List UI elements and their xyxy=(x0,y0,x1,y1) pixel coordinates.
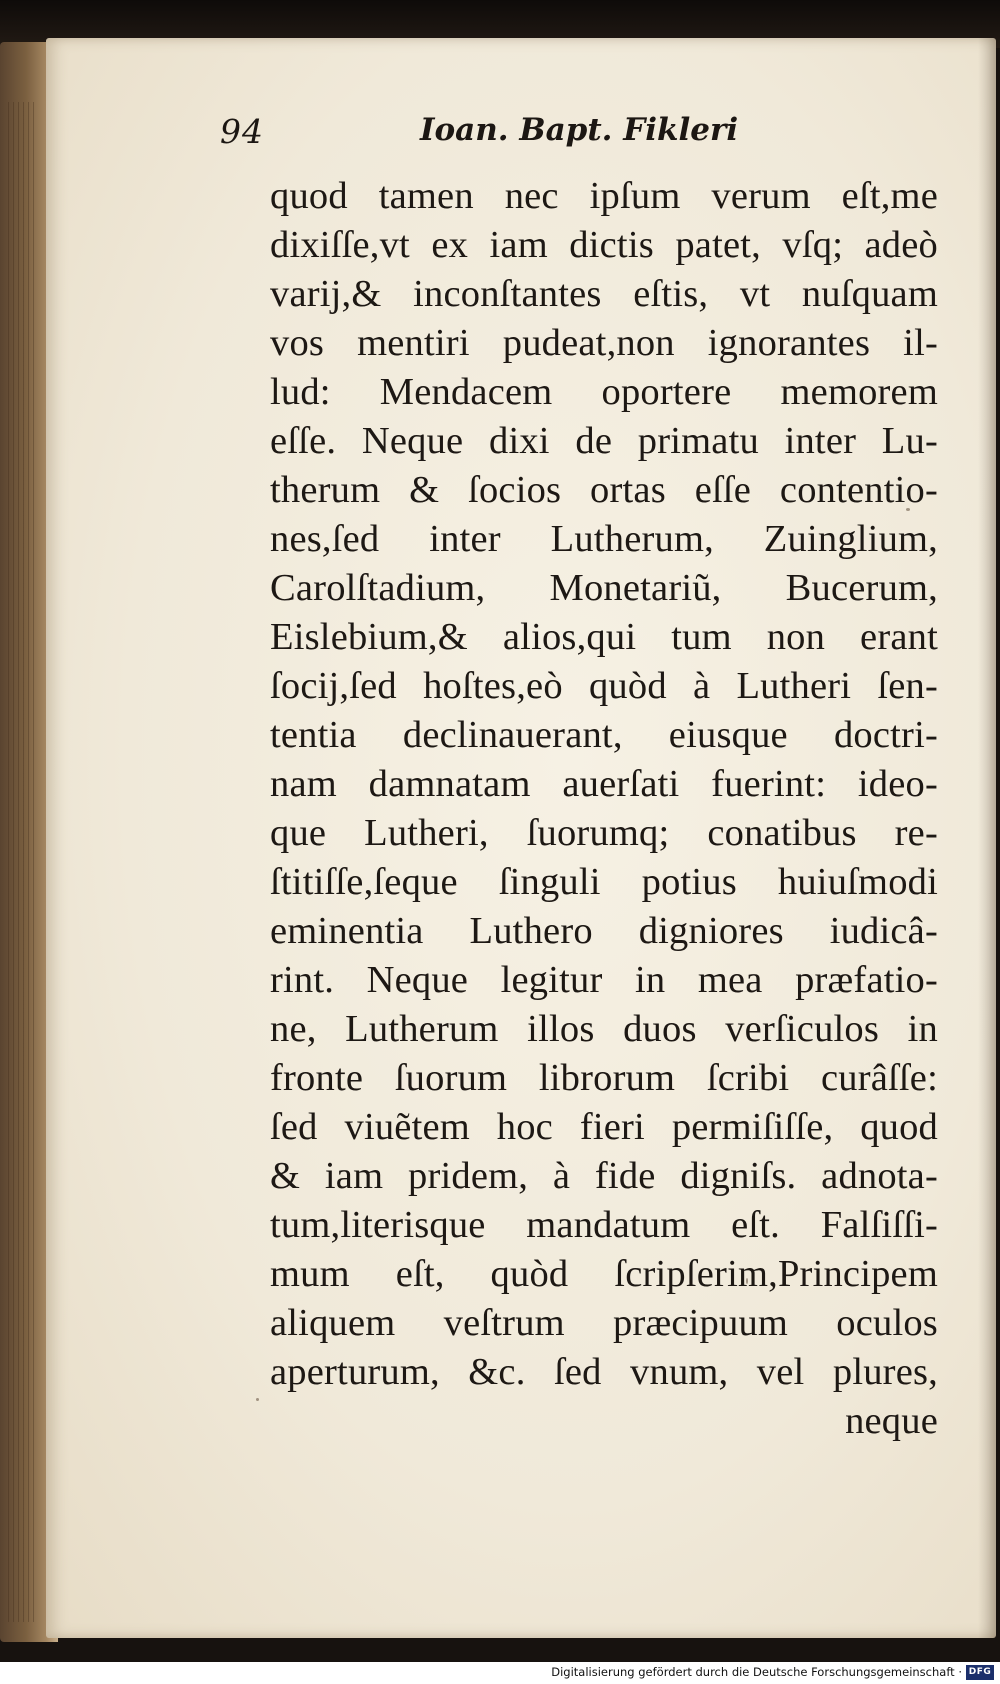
text-line: tum,literisque mandatum eſt. Falſiſſi- xyxy=(270,1204,938,1246)
text-line: & iam pridem, à fide digniſs. adnota- xyxy=(270,1155,938,1197)
text-line: fronte ſuorum librorum ſcribi curâſſe: xyxy=(270,1057,938,1099)
text-line: lud: Mendacem oportere memorem xyxy=(270,371,938,413)
text-line: nam damnatam auerſati fuerint: ideo- xyxy=(270,763,938,805)
running-title: Ioan. Bapt. Fikleri xyxy=(420,112,739,148)
text-line: ne, Lutherum illos duos verſiculos in xyxy=(270,1008,938,1050)
dfg-logo: DFG xyxy=(966,1665,994,1680)
running-head xyxy=(220,112,780,162)
gutter-shadow xyxy=(978,38,996,1638)
text-line: vos mentiri pudeat,non ignorantes il- xyxy=(270,322,938,364)
text-line: mum eſt, quòd ſcripſerim,Principem xyxy=(270,1253,938,1295)
text-line: tentia declinauerant, eiusque doctri- xyxy=(270,714,938,756)
text-line: que Lutheri, ſuorumq; conatibus re- xyxy=(270,812,938,854)
body-text xyxy=(270,172,938,1446)
text-line: ſtitiſſe,ſeque ſinguli potius huiuſmodi xyxy=(270,861,938,903)
catchword: neque xyxy=(845,1400,938,1442)
text-line: aperturum, &c. ſed vnum, vel plures, xyxy=(270,1351,938,1393)
text-line: dixiſſe,vt ex iam dictis patet, vſq; adeò xyxy=(270,224,938,266)
text-line: rint. Neque legitur in mea præfatio- xyxy=(270,959,938,1001)
text-line: ſocij,ſed hoſtes,eò quòd à Lutheri ſen- xyxy=(270,665,938,707)
text-line: quod tamen nec ipſum verum eſt,me xyxy=(270,175,938,217)
text-line: ſed viuẽtem hoc fieri permiſiſſe, quod xyxy=(270,1106,938,1148)
text-line: aliquem veſtrum præcipuum oculos xyxy=(270,1302,938,1344)
text-line: therum & ſocios ortas eſſe contentio- xyxy=(270,469,938,511)
funding-credit: Digitalisierung gefördert durch die Deutsche Forschungsgemeinschaft · xyxy=(551,1665,962,1679)
page-edges xyxy=(8,102,38,1622)
paper-speck xyxy=(256,1398,259,1401)
text-line: eminentia Luthero digniores iudicâ- xyxy=(270,910,938,952)
text-line: Carolſtadium, Monetariũ, Bucerum, xyxy=(270,567,938,609)
text-line: varij,& inconſtantes eſtis, vt nuſquam xyxy=(270,273,938,315)
text-line: Eislebium,& alios,qui tum non erant xyxy=(270,616,938,658)
text-line: eſſe. Neque dixi de primatu inter Lu- xyxy=(270,420,938,462)
digitization-footer xyxy=(0,1662,1000,1684)
text-line: nes,ſed inter Lutherum, Zuinglium, xyxy=(270,518,938,560)
page-number: 94 xyxy=(220,112,264,151)
